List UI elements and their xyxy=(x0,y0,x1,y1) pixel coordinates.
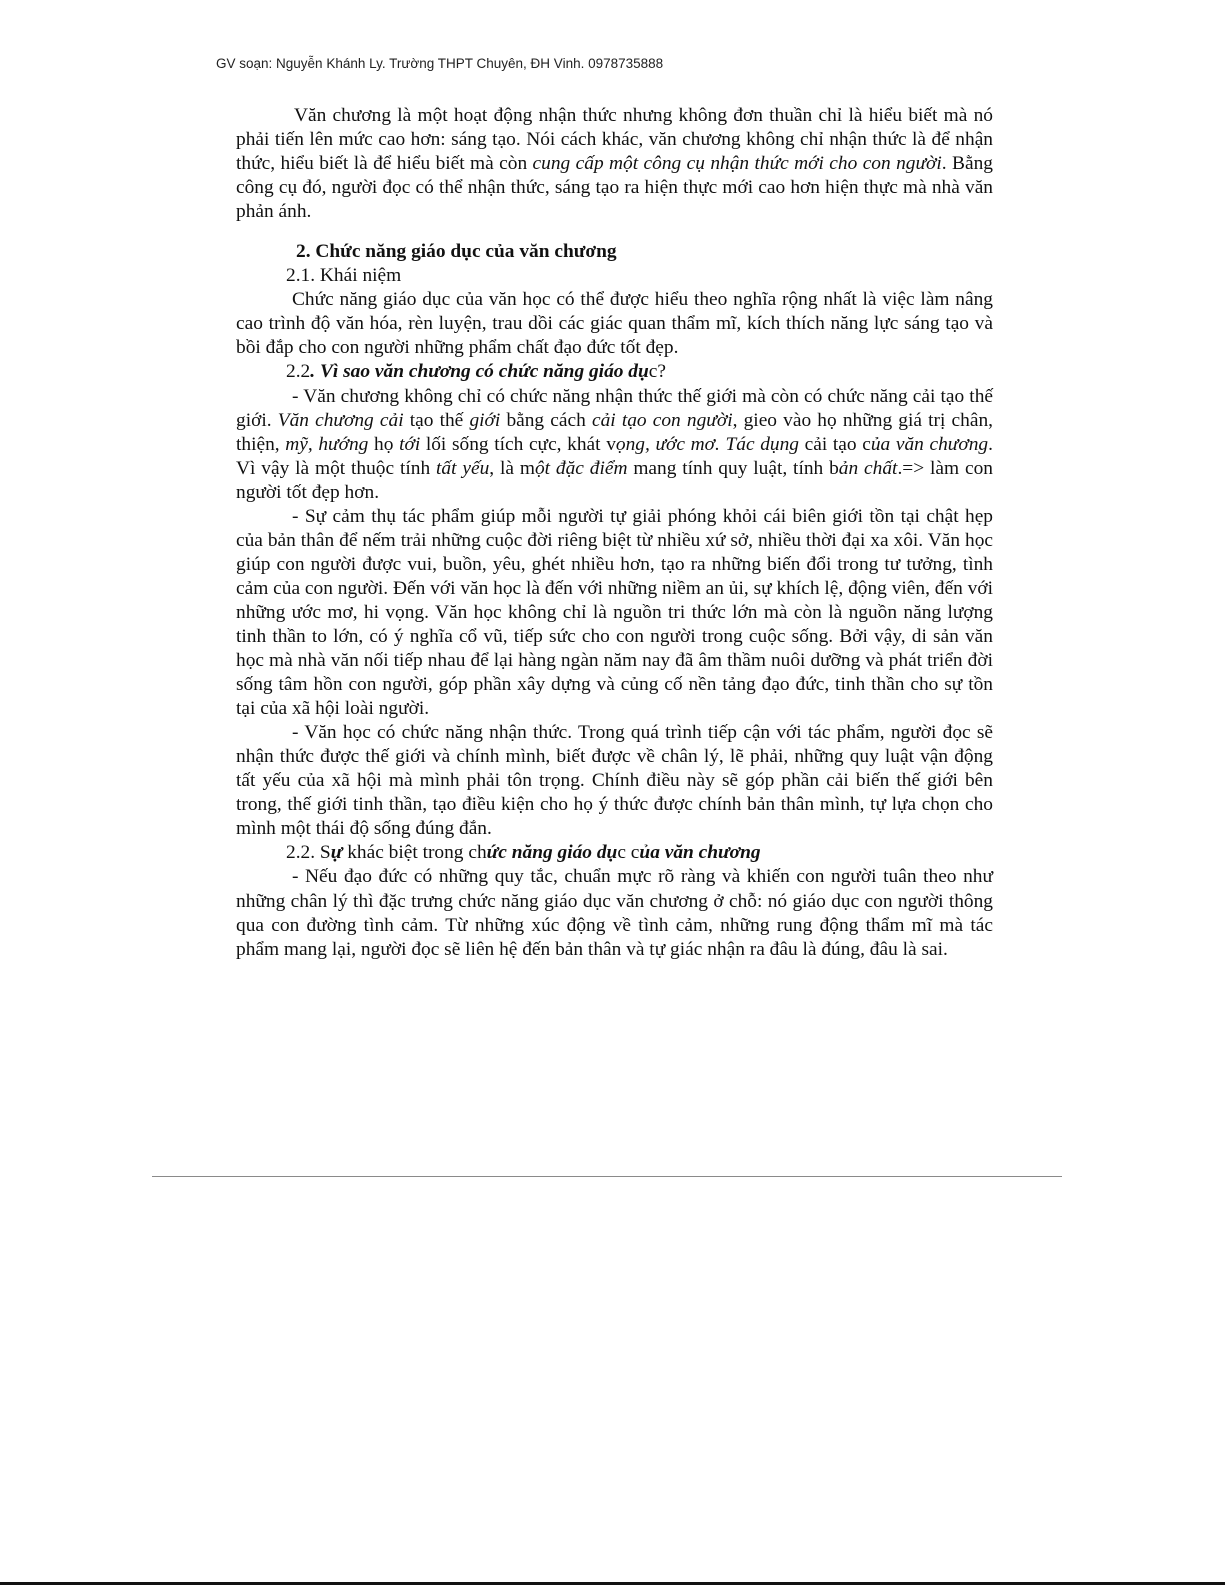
sub3-title-seg: khác biệt trong ch xyxy=(342,842,487,864)
para1-italic: giới xyxy=(469,409,501,431)
subsection-2-3-text: - Nếu đạo đức có những quy tắc, chuẩn mực rõ ràng và khiến con người tuân theo như những chân lý thì đặc trưng chức năng giáo dục văn chương ở chỗ: nó giáo dục con người thông qua con đường tình cảm. Từ những xúc động về tình cảm, những rung động thẩm mĩ mà tác phẩm mang lại, người đọc sẽ liên hệ đến bản thân và tự giác nhận ra đâu là đúng, đâu là sai. xyxy=(236,866,993,960)
page-divider xyxy=(152,1176,1062,1177)
sub3-title-bi: ức năng giáo dụ xyxy=(486,842,618,864)
para1-seg: tạo thế xyxy=(403,409,470,431)
para1-seg: - Văn chương không chỉ có chức năng nhận thức thế giới mà còn có chức năng cải tạo thế giới. xyxy=(236,385,993,431)
intro-text-1: Văn chương là một hoạt động nhận thức nhưng không đơn thuần chỉ là hiểu biết mà nó phải tiến lên mức cao hơn: sáng tạo. Nói cách khác, văn chương không chỉ nhận thức là để nhận thức, hiểu biết là để hiểu biết mà còn xyxy=(236,105,993,175)
para1-italic: Văn chương cải xyxy=(277,409,404,431)
subsection-2-2-suffix: c? xyxy=(648,361,667,383)
para1-italic: mỹ, hướng xyxy=(285,433,369,455)
section-2-title: 2. Chức năng giáo dục của văn chương xyxy=(296,241,617,263)
para1-seg: lối sống tích cực, khát v xyxy=(420,433,616,455)
para1-italic: ột đặc điểm xyxy=(534,457,628,479)
para1-seg: . Vì vậy là một thuộc tính xyxy=(236,433,993,479)
para1-seg: .=> làm con người tốt đẹp hơn. xyxy=(236,457,993,503)
intro-text-2: . Bằng công cụ đó, người đọc có thể nhận thức, sáng tạo ra hiện thực mới cao hơn hiện thực mà nhà văn phản ánh. xyxy=(236,153,993,223)
sub3-title-bi: ủa văn chương xyxy=(639,842,761,864)
subsection-2-2-para-3: - Văn học có chức năng nhận thức. Trong quá trình tiếp cận với tác phẩm, người đọc sẽ nhận thức được thế giới và chính mình, biết được về chân lý, lẽ phải, những quy luật vận động tất yếu của xã hội mà mình phải tôn trọng. Chính điều này sẽ góp phần cải biến thế giới bên trong, thế giới tinh thần, tạo điều kiện cho họ ý thức được chính bản thân mình, tự lựa chọn cho mình một thái độ sống đúng đắn. xyxy=(236,722,993,840)
para1-italic: tất yếu xyxy=(436,457,490,479)
subsection-2-3-title xyxy=(236,841,993,865)
subsection-2-2-para-1 xyxy=(236,385,993,505)
subsection-2-1-text: Chức năng giáo dục của văn học có thể được hiểu theo nghĩa rộng nhất là việc làm nâng cao trình độ văn hóa, rèn luyện, trau dồi các giác quan thẩm mĩ, kích thích năng lực sáng tạo và bồi đắp cho con người những phẩm chất đạo đức tốt đẹp. xyxy=(236,289,993,359)
subsection-2-1-title: 2.1. Khái niệm xyxy=(286,265,402,287)
document-body xyxy=(236,104,993,962)
subsection-2-2-prefix: 2.2 xyxy=(286,361,311,383)
para1-italic: ọng, ước mơ. Tác dụng xyxy=(615,433,799,455)
para1-italic: ản chất xyxy=(838,457,898,479)
subsection-2-2-question: . Vì sao văn chương có chức năng giáo dụ xyxy=(310,361,649,383)
para1-seg: , gieo vào họ những giá trị chân, thiện, xyxy=(236,409,993,455)
subsection-2-2-para-2: - Sự cảm thụ tác phẩm giúp mỗi người tự giải phóng khỏi cái biên giới tồn tại chật hẹp của bản thân để nếm trải những cuộc đời riêng biệt từ nhiều xứ sở, nhiều thời đại xa xôi. Văn học giúp con người được vui, buồn, yêu, ghét nhiều hơn, tạo ra những biến đổi trong tư tưởng, tình cảm của con người. Đến với văn học là đến với những niềm an ủi, sự khích lệ, động viên, đến với những ước mơ, hi vọng. Văn học không chỉ là nguồn tri thức lớn mà còn là nguồn năng lượng tinh thần to lớn, có ý nghĩa cổ vũ, tiếp sức cho con người trong cuộc sống. Bởi vậy, di sản văn học mà nhà văn nối tiếp nhau để lại hàng ngàn năm nay đã âm thầm nuôi dưỡng và phát triển đời sống tâm hồn con người, góp phần xây dựng và củng cố nền tảng đạo đức, tinh thần cho sự tồn tại của xã hội loài người. xyxy=(236,505,993,720)
para1-seg: bằng cách xyxy=(500,409,592,431)
para1-italic: ủa văn chương xyxy=(870,433,989,455)
para1-seg: mang tính quy luật, tính b xyxy=(627,457,839,479)
sub3-title-seg: 2.2. S xyxy=(286,842,331,864)
para1-italic: cải tạo con người xyxy=(591,409,733,431)
sub3-title-seg: c c xyxy=(617,842,640,864)
para1-seg: họ xyxy=(368,433,400,455)
sub3-title-bi: ự xyxy=(330,842,343,864)
para1-seg: cải tạo c xyxy=(799,433,871,455)
para1-seg: , là m xyxy=(489,457,535,479)
subsection-2-2-title xyxy=(236,360,993,384)
para1-italic: tới xyxy=(399,433,421,455)
intro-paragraph xyxy=(236,104,993,224)
page-header: GV soạn: Nguyễn Khánh Ly. Trường THPT Chuyên, ĐH Vinh. 0978735888 xyxy=(216,56,664,71)
intro-italic: cung cấp một công cụ nhận thức mới cho con người xyxy=(532,153,942,175)
